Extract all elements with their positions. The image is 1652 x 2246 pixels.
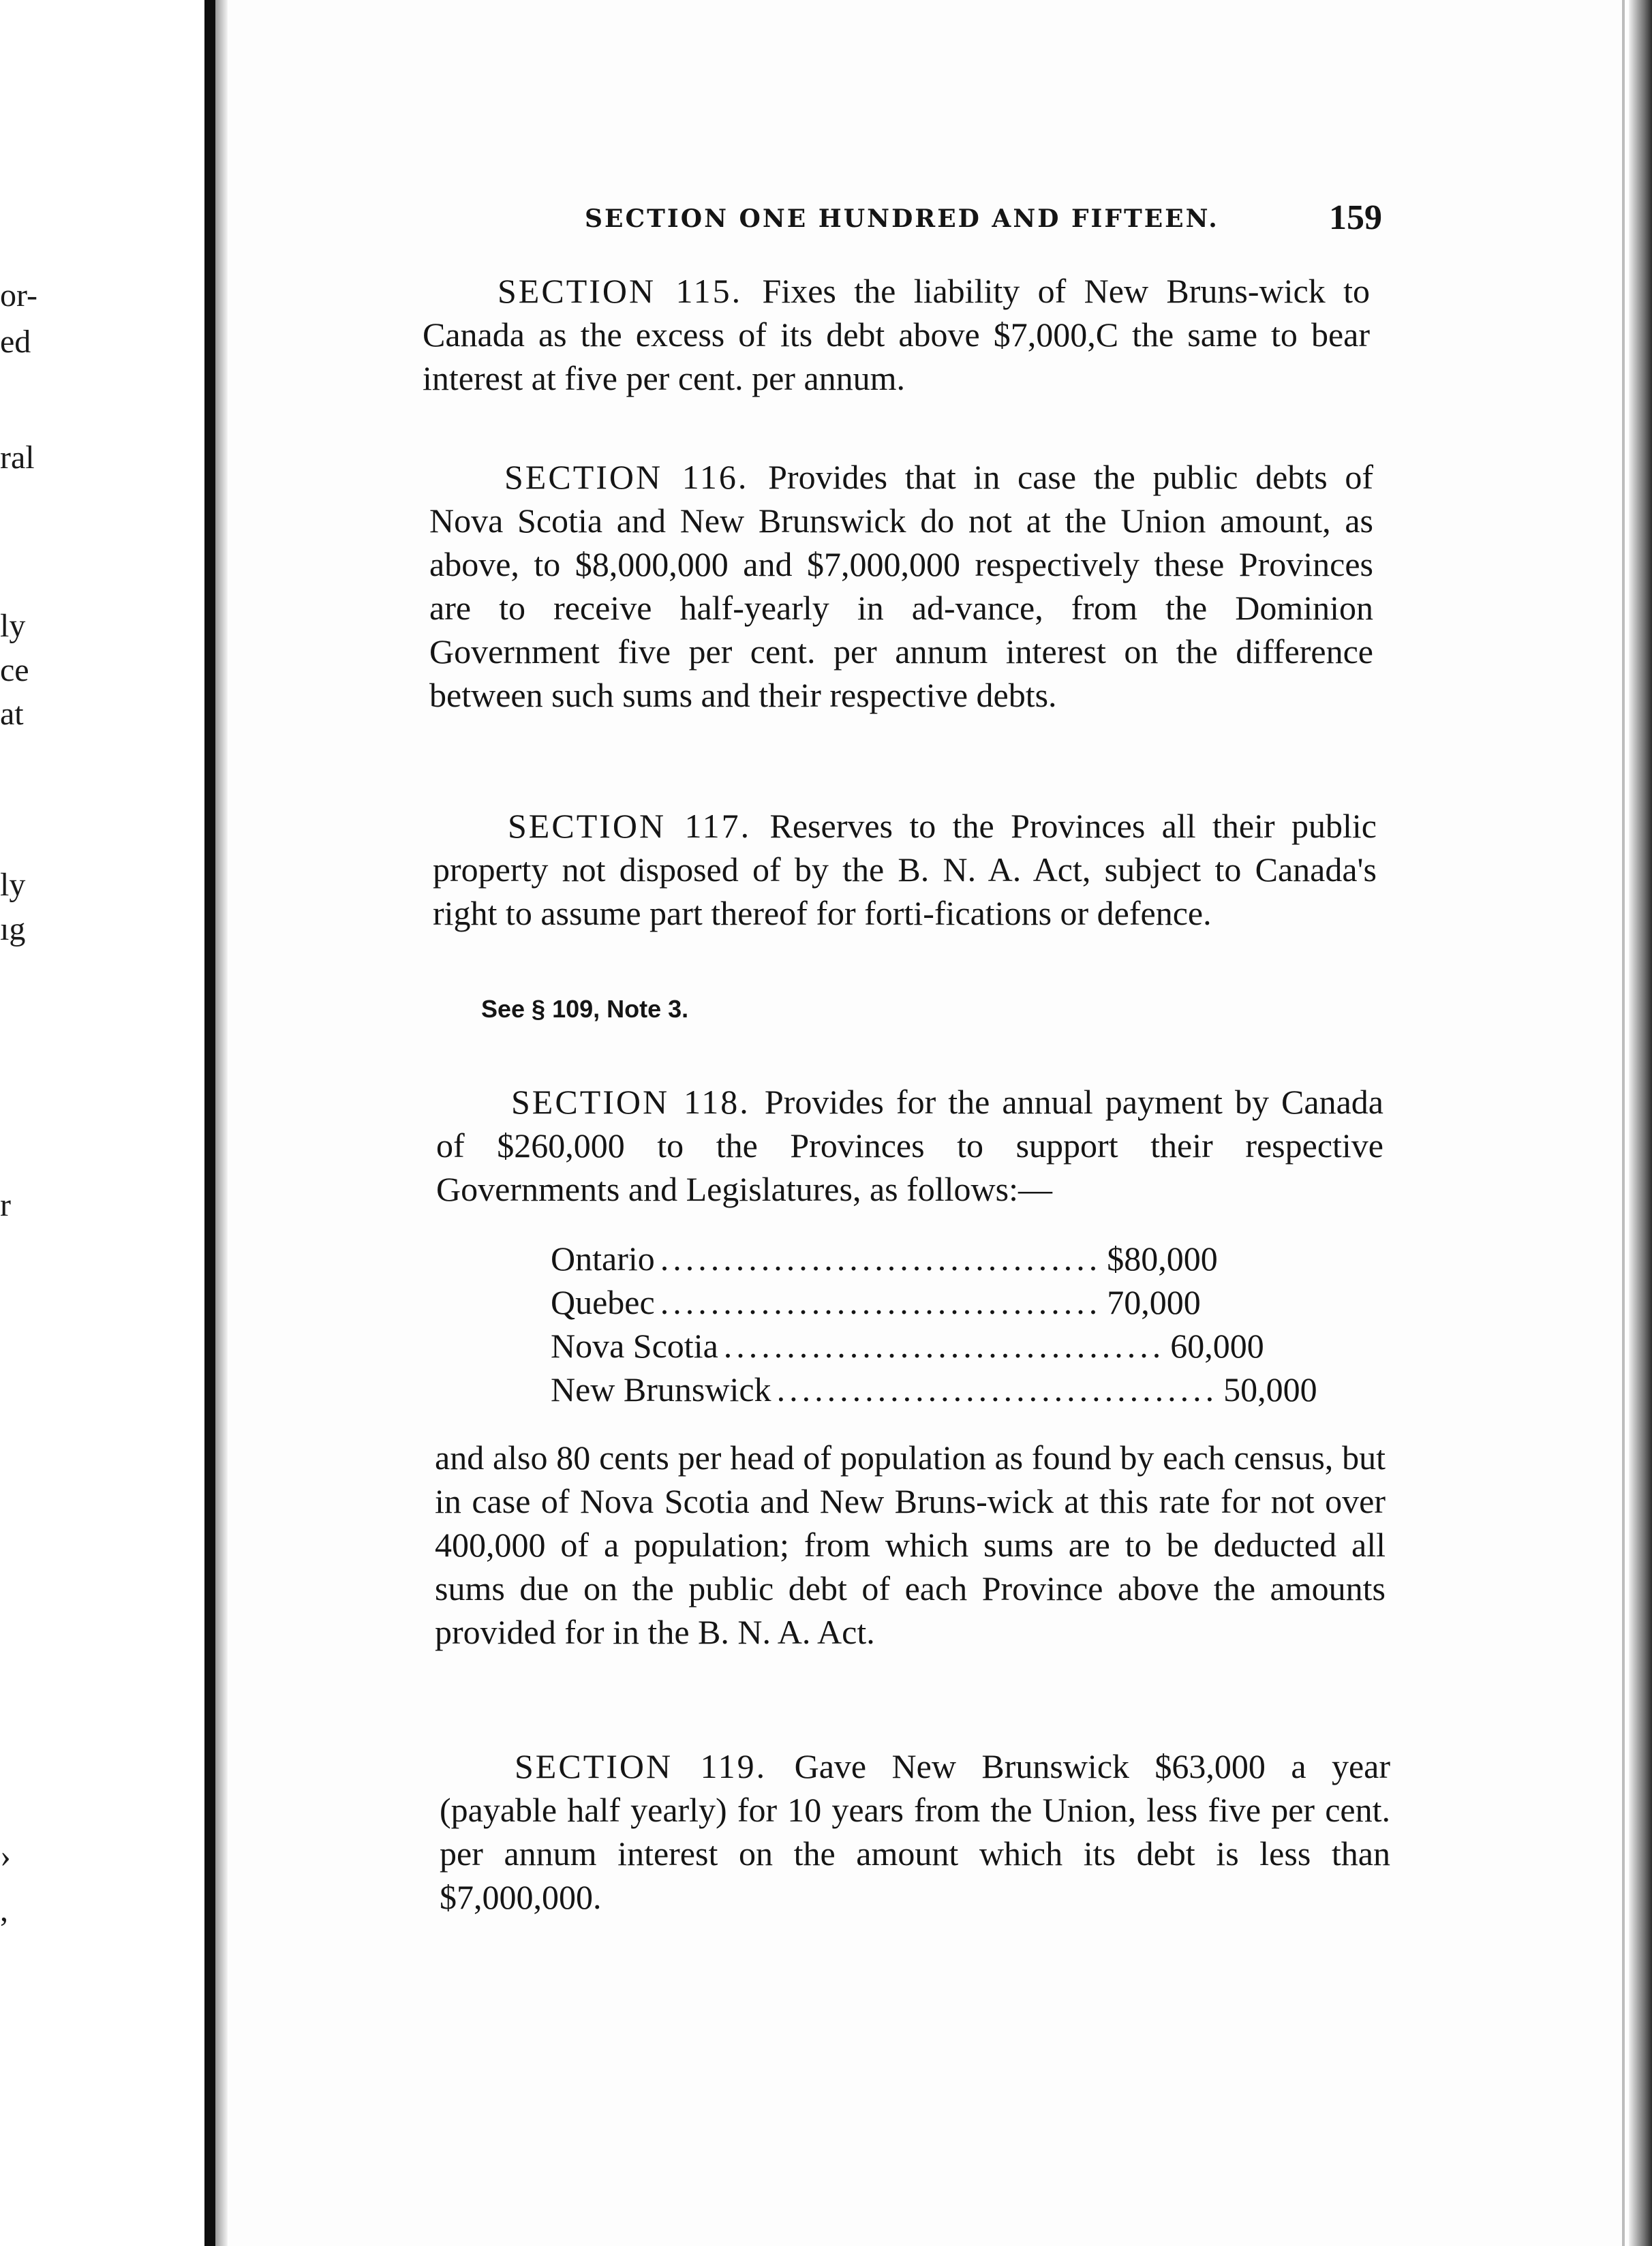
section-heading: SECTION 115. [498, 272, 763, 310]
section-118-continuation: and also 80 cents per head of population as found by each census, but in case of Nova Scotia and New Bruns-wick at this rate for not over 400,000 of a population; from which sums are to be deducted all sums due on the public debt of each Province above the amounts provided for in the B. N. A. Act. [435, 1439, 1386, 1651]
page-edge-line [1622, 0, 1625, 2246]
margin-fragment: ly [0, 867, 26, 903]
province-name: Quebec [551, 1283, 655, 1321]
leader-dots: ................................... [776, 1370, 1219, 1409]
leader-dots: ................................... [660, 1240, 1102, 1278]
running-head [585, 198, 1382, 245]
section-119 [440, 1744, 1390, 1919]
table-row [551, 1324, 1264, 1368]
running-head-title: SECTION ONE HUNDRED AND FIFTEEN. [585, 204, 1219, 233]
payment-amount: 70,000 [1107, 1283, 1201, 1321]
margin-fragment: r [0, 1187, 11, 1223]
table-row [551, 1368, 1317, 1411]
margin-fragment: ıg [0, 911, 26, 947]
margin-fragment: ly [0, 608, 26, 644]
page-number: 159 [1329, 198, 1382, 237]
binding-gutter [204, 0, 215, 2246]
gutter-shadow [215, 0, 228, 2246]
section-text: Provides that in case the public debts of Nova Scotia and New Brunswick do not at the Union amount, as above, to $8,000,000 and $7,000,000 respectively these Provinces are to receive half-yearly in ad-vance, from the Dominion Government five per cent. per annum interest on the difference between such sums and their respective debts. [429, 458, 1373, 714]
page-edge-shadow [1629, 0, 1652, 2246]
margin-fragment: ral [0, 440, 35, 476]
margin-fragment: › [0, 1838, 11, 1874]
leader-dots: ................................... [660, 1283, 1102, 1321]
table-row [551, 1237, 1218, 1280]
province-name: Ontario [551, 1240, 655, 1278]
section-116 [429, 455, 1373, 717]
section-heading: SECTION 116. [504, 458, 769, 496]
section-text: Reserves to the Provinces all their public property not disposed of by the B. N. A. Act, subject to Canada's right to assume part thereof for forti-fications or defence. [433, 807, 1377, 932]
section-117 [433, 804, 1377, 935]
payment-amount: $80,000 [1107, 1240, 1218, 1278]
section-heading: SECTION 119. [515, 1747, 795, 1785]
section-heading: SECTION 118. [511, 1083, 765, 1121]
leader-dots: ................................... [723, 1327, 1165, 1365]
payment-amount: 50,000 [1223, 1370, 1317, 1409]
cross-reference-note: See § 109, Note 3. [481, 995, 689, 1023]
margin-fragment: or- [0, 277, 38, 313]
margin-fragment: at [0, 696, 24, 732]
section-text: Fixes the liability of New Bruns-wick to Canada as the excess of its debt above $7,000,C the same to bear interest at five per cent. per annum. [423, 272, 1370, 397]
table-row [551, 1280, 1201, 1324]
section-text: Gave New Brunswick $63,000 a year (payable half yearly) for 10 years from the Union, less five per cent. per annum interest on the amount which its debt is less than $7,000,000. [440, 1747, 1390, 1916]
province-name: New Brunswick [551, 1370, 771, 1409]
section-115 [423, 269, 1370, 400]
section-118 [436, 1080, 1383, 1211]
payment-amount: 60,000 [1170, 1327, 1264, 1365]
margin-fragment: , [0, 1892, 8, 1928]
margin-fragment: ed [0, 324, 31, 360]
section-text: Provides for the annual payment by Canada of $260,000 to the Provinces to support their respective Governments and Legislatures, as follows:— [436, 1083, 1383, 1208]
province-name: Nova Scotia [551, 1327, 718, 1365]
margin-fragment: ce [0, 652, 29, 688]
section-heading: SECTION 117. [508, 807, 770, 845]
payment-table [551, 1237, 1317, 1411]
